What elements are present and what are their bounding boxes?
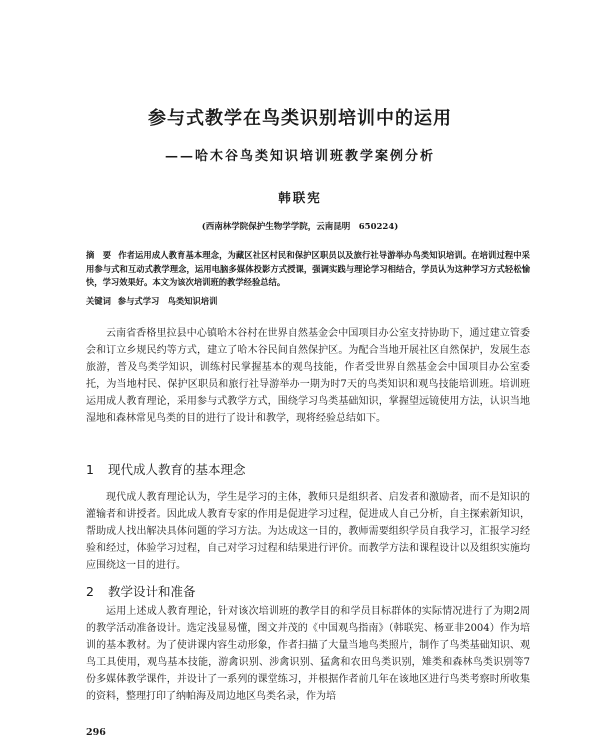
- abstract-text: 作者运用成人教育基本理念，为藏区社区村民和保护区职员以及旅行社导游举办鸟类知识培训。在培训过程中采用参与式和互动式教学理念，运用电脑多媒体投影方式授课，强调实践与理论学习相结合，学员认为这种学习方式轻松愉快，学习效果好。本文为该次培训班的教学经验总结。: [86, 250, 530, 288]
- section-2-number: 2: [86, 584, 94, 599]
- keywords-label: 关键词: [86, 296, 111, 306]
- section-1-paragraph: 现代成人教育理论认为，学生是学习的主体，教师只是组织者、启发者和激励者，而不是知识的灌输者和讲授者。因此成人教育专家的作用是促进学习过程，促进成人自己分析，自主探索新知识，帮助成人找出解决具体问题的学习方法。为达成这一目的，教师需要组织学员自我学习，汇报学习经验和经过，体验学习过程，自己对学习过程和结果进行评价。而教学方法和课程设计以及组织实施均应围绕这一目的进行。: [86, 492, 530, 571]
- section-1-body: [86, 489, 530, 574]
- abstract: [86, 249, 530, 290]
- section-2-body: [86, 603, 530, 705]
- paper-title: 参与式教学在鸟类识别培训中的运用: [148, 108, 452, 129]
- page-number: 296: [86, 727, 106, 738]
- section-1-title: 现代成人教育的基本理念: [108, 462, 246, 477]
- paper-subtitle: ——哈木谷鸟类知识培训班教学案例分析: [164, 149, 435, 164]
- intro-paragraph: 云南省香格里拉县中心镇哈木谷村在世界自然基金会中国项目办公室支持协助下，通过建立管委会和订立乡规民约等方式，建立了哈木谷民间自然保护区。为配合当地开展社区自然保护，发展生态旅游，普及鸟类学知识，训练村民掌握基本的观鸟技能，作者受世界自然基金会中国项目办公室委托，为当地村民、保护区职员和旅行社导游举办一期为时7天的鸟类知识和观鸟技能培训班。培训班运用成人教育理论，采用参与式教学方式，围绕学习鸟类基础知识，掌握望远镜使用方法，认识当地湿地和森林常见鸟类的目的进行了设计和教学，现将经验总结如下。: [86, 328, 530, 424]
- author-affiliation: (西南林学院保护生物学学院，云南昆明 650224): [201, 222, 399, 232]
- author-name: 韩联宪: [278, 190, 322, 205]
- section-1-number: 1: [86, 462, 94, 477]
- keywords: [86, 295, 530, 308]
- section-2-heading: [86, 582, 196, 600]
- section-2-paragraph: 运用上述成人教育理论，针对该次培训班的教学目的和学员目标群体的实际情况进行了为期2周的教学活动准备设计。选定浅显易懂，图文并茂的《中国观鸟指南》（韩联宪、杨亚非2004）作为培训的基本教材。为了使讲课内容生动形象，作者扫描了大量当地鸟类照片，制作了鸟类基础知识、观鸟工具使用，观鸟基本技能，游禽识别、涉禽识别、猛禽和农田鸟类识别，雉类和森林鸟类识别等7份多媒体教学课件，并设计了一系列的课堂练习，并根据作者前几年在该地区进行鸟类考察时所收集的资料，整理打印了纳帕海及周边地区鸟类名录，作为培: [86, 606, 530, 702]
- abstract-label: 摘 要: [86, 250, 112, 260]
- intro-section: [86, 325, 530, 427]
- section-2-title: 教学设计和准备: [108, 584, 196, 599]
- section-1-heading: [86, 460, 246, 478]
- keywords-text: 参与式学习 鸟类知识培训: [117, 296, 218, 306]
